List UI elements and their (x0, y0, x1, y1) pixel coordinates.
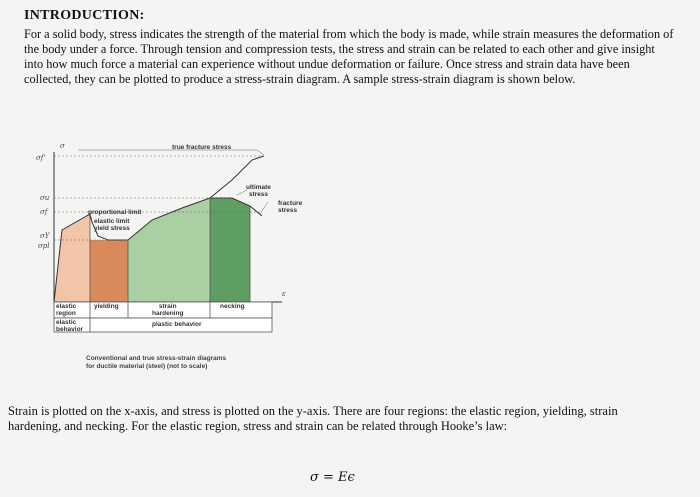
yielding-region-fill (90, 240, 128, 302)
hardening-2: hardening (152, 310, 184, 317)
yield-stress-label: yield stress (94, 225, 130, 232)
hookes-law-formula: σ = Eϵ (310, 470, 355, 485)
intro-title: INTRODUCTION: (24, 8, 145, 23)
caption-line-2: for ductile material (steel) (not to scale) (86, 363, 208, 370)
elastic-behavior-2: behavior (56, 326, 84, 333)
intro-paragraph: For a solid body, stress indicates the strength of the material from which the body is made, while strain measures the deformation of the body under a force. Through tension and compression tests, the stress and strain can be related to each other and give insight into how much force a material can experience without undue deformation or failure. Once stress and strain data have been collected, they can be plotted to produce a stress-strain diagram. A sample stress-strain diagram is shown below. (24, 27, 674, 86)
y-tick-sigma: σ (60, 142, 65, 150)
fracture-stress-label (278, 200, 302, 214)
fracture-label-2: stress (278, 207, 298, 214)
outro-paragraph: Strain is plotted on the x-axis, and stress is plotted on the y-axis. There are four regions: the elastic region, yielding, strain hardening, and necking. For the elastic region, stress and strain can be related through Hooke’s law: (8, 404, 618, 433)
proportional-limit-label: proportional limit (88, 209, 142, 216)
elastic-behavior-label (56, 319, 83, 333)
stress-strain-svg (32, 140, 322, 380)
x-axis-label: ε (282, 290, 286, 298)
ultimate-label-1: ultimate (246, 184, 271, 191)
true-fracture-stress-label: true fracture stress (172, 144, 232, 151)
y-tick-sigma-f-true: σf' (36, 154, 46, 162)
fracture-label-1: fracture (278, 200, 303, 207)
elastic-limit-label: elastic limit (94, 218, 130, 225)
elastic-behavior-1: elastic (56, 319, 77, 326)
elastic-region-1: elastic (56, 303, 77, 310)
necking-label: necking (220, 303, 245, 310)
figure-caption (86, 355, 266, 371)
hardening-1: strain (158, 303, 177, 310)
y-tick-sigma-f: σf (40, 208, 48, 216)
ultimate-label-2: stress (248, 191, 269, 198)
y-tick-sigma-pl: σpl (38, 242, 50, 250)
yielding-label: yielding (94, 303, 119, 310)
plastic-behavior-label: plastic behavior (152, 321, 202, 328)
caption-line-1: Conventional and true stress-strain diagrams (86, 355, 227, 362)
necking-region-fill (210, 198, 250, 302)
elastic-region-label (56, 303, 76, 317)
stress-strain-diagram (32, 140, 322, 380)
elastic-region-2: region (56, 310, 76, 317)
ultimate-stress-label (246, 184, 271, 198)
elastic-region-fill (54, 214, 90, 302)
strain-hardening-label (152, 303, 183, 317)
y-tick-sigma-u: σu (40, 194, 50, 202)
y-tick-sigma-y: σY (40, 232, 50, 240)
